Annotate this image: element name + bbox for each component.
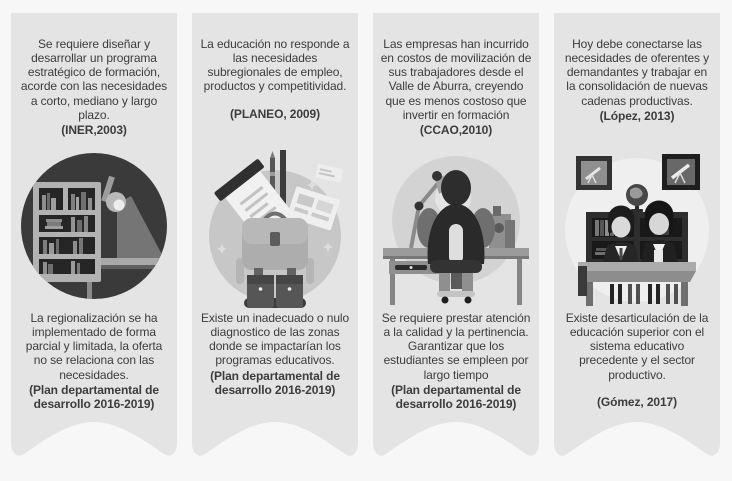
ribbon-content xyxy=(192,13,358,397)
desk-leg xyxy=(586,282,593,306)
face xyxy=(612,217,631,238)
desk-leg xyxy=(681,282,688,306)
chair-back-slot xyxy=(449,224,463,264)
ribbon-columns xyxy=(11,13,720,458)
paper xyxy=(654,250,663,263)
ribbon-column-lopez xyxy=(554,13,720,458)
person-at-desk-illustration xyxy=(381,148,531,308)
chair-wheel xyxy=(465,297,472,304)
top-quote-citation: (López, 2013) xyxy=(599,108,675,123)
bottom-quote xyxy=(561,311,713,409)
top-quote-text: Se requiere diseñar y desarrollar un programa estratégico de formación, acorde con las necesidades a corto, mediano y largo plazo. xyxy=(20,37,168,122)
pen-tip xyxy=(270,151,275,158)
telescope-picture-frame xyxy=(662,154,700,190)
bottom-quote xyxy=(380,311,532,411)
ribbon-content xyxy=(554,13,720,409)
bottom-quote xyxy=(199,311,351,397)
illustration-two-scholars xyxy=(561,148,713,308)
chair-wheel xyxy=(442,297,449,304)
bottom-quote xyxy=(18,311,170,411)
top-quote-citation: (CCAO,2010) xyxy=(419,122,493,137)
bottom-quote-text: La regionalización se ha implementado de forma parcial y limitada, la oferta no se relaciona con las necesidades. xyxy=(25,311,163,382)
top-quote xyxy=(561,33,713,148)
desk-front xyxy=(578,271,696,282)
bottom-quote-citation: (Plan departamental de desarrollo 2016-2019) xyxy=(29,382,159,411)
bottom-quote-text: Se requiere prestar atención a la calidad y la pertinencia. Garantizar que los estudiantes se empleen por largo tiempo xyxy=(381,311,531,382)
ribbon-content xyxy=(11,13,177,411)
workspace-dark-illustration xyxy=(19,148,169,308)
bottom-quote-citation: (Plan departamental de desarrollo 2016-2019) xyxy=(391,382,521,411)
bottom-quote-text: Existe desarticulación de la educación superior con el sistema educativo precedente y el sector productivo. xyxy=(565,311,709,382)
bottom-quote-citation: (Gómez, 2017) xyxy=(596,394,678,409)
top-quote-citation: (INER,2003) xyxy=(61,122,127,137)
desk-side-books xyxy=(578,266,587,296)
face xyxy=(649,213,669,235)
desk-leg xyxy=(517,259,522,305)
top-quote xyxy=(380,33,532,148)
desk-top xyxy=(578,262,696,271)
bottom-quote-citation: (Plan departamental de desarrollo 2016-2019) xyxy=(210,368,340,397)
envelope xyxy=(315,164,343,183)
ribbon-column-ccao xyxy=(373,13,539,458)
tie xyxy=(620,248,623,259)
two-scholars-illustration xyxy=(562,148,712,308)
top-quote-text: Hoy debe conectarse las necesidades de oferentes y demandantes y trabajar en la consolidación de nuevas cadenas productivas. xyxy=(564,37,710,108)
ribbon-column-iner xyxy=(11,13,177,458)
buckle xyxy=(270,232,280,246)
illustration-workspace-dark xyxy=(18,148,170,308)
illustration-person-at-desk xyxy=(380,148,532,308)
chair-seat xyxy=(430,260,482,273)
top-quote-text: La educación no responde a las necesidades subregionales de empleo, productos y competitividad. xyxy=(200,37,350,94)
telescope-picture-frame xyxy=(576,156,612,190)
top-quote-citation: (PLANEO, 2009) xyxy=(230,106,320,121)
top-quote xyxy=(18,33,170,148)
ribbon-content xyxy=(373,13,539,411)
top-quote xyxy=(199,33,351,148)
head xyxy=(441,170,471,206)
bottom-quote-text: Existe un inadecuado o nulo diagnostico de las zonas donde se impactarían los programas educativos. xyxy=(200,311,350,368)
illustration-school-supplies xyxy=(199,148,351,308)
school-supplies-illustration xyxy=(200,148,350,308)
top-quote-text: Las empresas han incurrido en costos de movilización de sus trabajadores desde el Valle de Aburra, creyendo que es menos costoso que invertir en formación xyxy=(380,37,532,122)
ribbon-column-planeo xyxy=(192,13,358,458)
office-chair xyxy=(430,260,482,304)
desk-leg xyxy=(155,269,160,308)
